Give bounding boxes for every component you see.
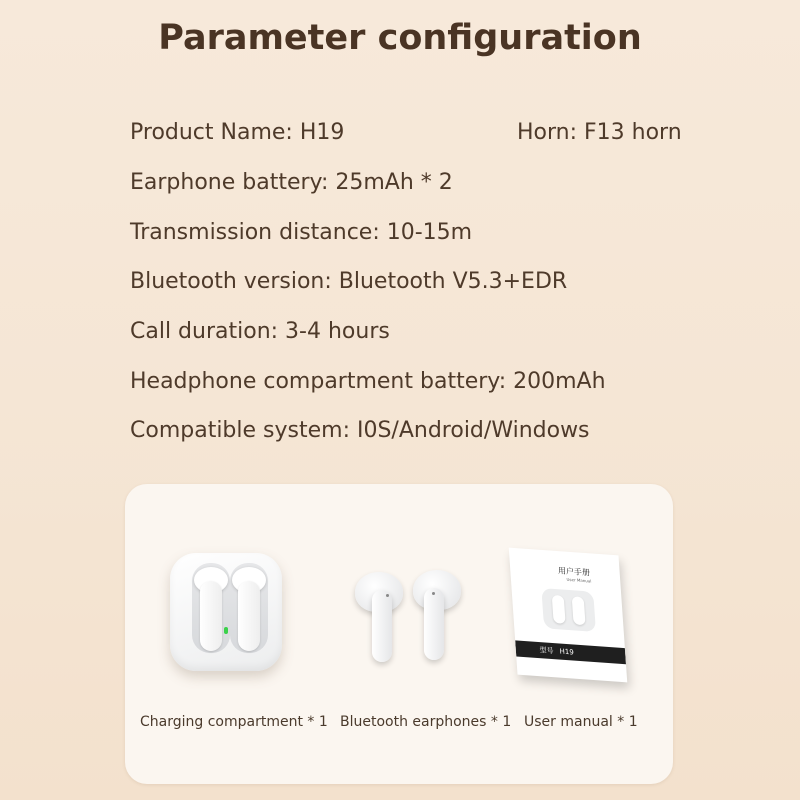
spec-earphone-battery: Earphone battery: 25mAh * 2 [130,170,453,195]
caption-charging-compartment: Charging compartment * 1 [140,714,328,730]
earphone-right-sensor-icon [432,592,435,595]
earphone-right-stem [424,588,444,660]
bud-stem-left [200,581,222,651]
manual-model-value: H19 [559,647,575,657]
manual-product-picture [541,588,596,632]
earphone-left-stem [372,590,392,662]
user-manual-image [509,548,628,683]
earphone-left-sensor-icon [386,594,389,597]
spec-transmission-distance: Transmission distance: 10-15m [130,220,473,245]
spec-compartment-battery: Headphone compartment battery: 200mAh [130,369,606,394]
page-title: Parameter configuration [158,18,642,58]
spec-product-name: Product Name: H19 [130,120,345,145]
manual-model-band [515,640,626,664]
spec-bluetooth-version: Bluetooth version: Bluetooth V5.3+EDR [130,269,568,294]
manual-title-cn: 用户手册 [557,566,591,578]
manual-title-en: User Manual [566,576,592,584]
case-left-well [192,563,230,653]
charging-case-image [170,553,282,671]
caption-user-manual: User manual * 1 [524,714,638,730]
bud-stem-right [238,581,260,651]
spec-horn: Horn: F13 horn [517,120,682,145]
caption-bluetooth-earphones: Bluetooth earphones * 1 [340,714,512,730]
led-indicator-icon [224,627,228,634]
manual-model-label: 型号 [539,646,554,656]
case-right-well [230,563,268,653]
spec-call-duration: Call duration: 3-4 hours [130,319,390,344]
spec-compatible-system: Compatible system: I0S/Android/Windows [130,418,590,443]
